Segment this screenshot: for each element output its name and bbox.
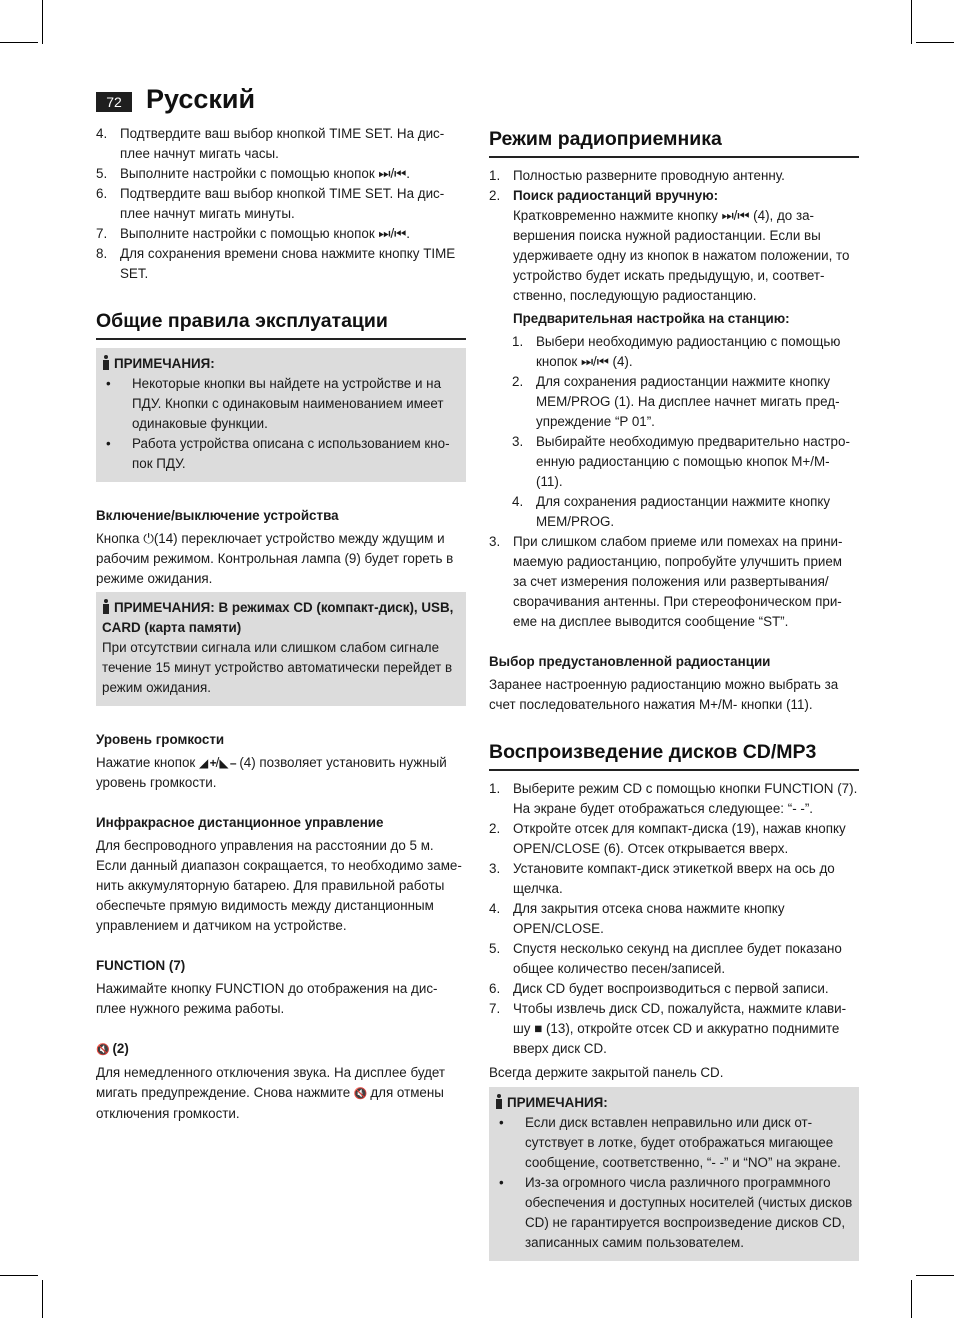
list-item: 4. Для сохранения радиостанции нажмите кнопку MEM/PROG. xyxy=(512,494,831,529)
cd-closing-text: Всегда держите закрытой панель CD. xyxy=(489,1065,724,1080)
list-item: 7. Выполните настройки с помощью кнопок ⏭/⏮. xyxy=(96,226,410,241)
page-number: 72 xyxy=(96,92,132,112)
note-title: ПРИМЕЧАНИЯ: xyxy=(114,356,215,371)
volume-down-icon: ◣ – xyxy=(219,756,236,770)
list-item: 1. Выберите режим CD с помощью кнопки FUNCTION (7). На экране будет отображаться следующее: “- -”. xyxy=(489,781,858,816)
power-icon: ⏻ xyxy=(143,531,154,546)
list-item: 2. Откройте отсек для компакт-диска (19), нажав кнопку OPEN/CLOSE (6). Отсек открывается вверх. xyxy=(489,821,846,856)
time-set-steps xyxy=(96,124,466,284)
crop-mark xyxy=(916,42,954,43)
list-item: • Работа устройства описана с использованием кно-пок ПДУ. xyxy=(102,434,460,474)
mute-icon: 🔇 xyxy=(96,1044,109,1056)
list-item: 3. Выбирайте необходимую предварительно настро-енную радиостанцию с помощью кнопок M+/M- (11). xyxy=(512,434,850,489)
subheading-ir: Инфракрасное дистанционное управление xyxy=(96,815,384,830)
list-item: 4. Подтвердите ваш выбор кнопкой TIME SET. На дис-плее начнут мигать часы. xyxy=(96,126,445,161)
list-item: 5. Выполните настройки с помощью кнопок ⏭/⏮. xyxy=(96,166,410,181)
crop-mark xyxy=(0,42,38,43)
crop-mark xyxy=(0,1275,38,1276)
info-icon xyxy=(102,599,110,614)
list-item: 5. Спустя несколько секунд на дисплее будет показано общее количество песен/записей. xyxy=(489,941,842,976)
list-item: 4. Для закрытия отсека снова нажмите кнопку OPEN/CLOSE. xyxy=(489,901,785,936)
preset-steps xyxy=(512,332,859,532)
list-item: 2. Для сохранения радиостанции нажмите кнопку MEM/PROG (1). На дисплее начнет мигать пред-упреждение “P 01”. xyxy=(512,374,840,429)
list-item: • Из-за огромного числа различного программного обеспечения и доступных носителей (чистых дисков CD) не гарантируется воспроизведение дисков CD, записанных самим пользователем. xyxy=(495,1173,853,1253)
left-column xyxy=(96,124,466,1124)
volume-text: Нажатие кнопок ◢ +/◣ – (4) позволяет установить нужный уровень громкости. xyxy=(96,755,447,790)
radio-steps-cont xyxy=(489,532,859,632)
list-item: 1. Выбери необходимую радиостанцию с помощью кнопок ⏭/⏮ (4). xyxy=(512,334,841,369)
section-heading-general: Общие правила эксплуатации xyxy=(96,308,466,340)
note-box xyxy=(489,1087,859,1261)
list-item: 3. При слишком слабом приеме или помехах на прини-маемую радиостанцию, попробуйте улучшить прием за счет измерения положения или развертывания/сворачивания антенны. При стереофоническом при-еме на дисплее выводится сообщение “ST”. xyxy=(489,534,843,629)
list-item: 3. Установите компакт-диск этикеткой вверх на ось до щелчка. xyxy=(489,861,835,896)
crop-mark xyxy=(42,1280,43,1318)
subheading-mute: 🔇 (2) xyxy=(96,1041,129,1056)
subheading-power: Включение/выключение устройства xyxy=(96,508,339,523)
section-heading-cd: Воспроизведение дисков CD/MP3 xyxy=(489,739,859,771)
preset-select-text: Заранее настроенную радиостанцию можно выбрать за счет последовательного нажатия M+/M- кнопки (11). xyxy=(489,677,839,712)
volume-up-icon: ◢ + xyxy=(199,756,216,770)
note-box xyxy=(96,592,466,706)
list-item: • Если диск вставлен неправильно или диск от-сутствует в лотке, будет отображаться мигающее сообщение, соответственно, “- -” и “NO” на экране. xyxy=(495,1113,853,1173)
mute-text: Для немедленного отключения звука. На дисплее будет мигать предупреждение. Снова нажмите 🔇 для отмены отключения громкости. xyxy=(96,1065,446,1121)
function-text: Нажимайте кнопку FUNCTION до отображения на дис-плее нужного режима работы. xyxy=(96,981,438,1016)
list-item: 2. Поиск радиостанций вручную: Кратковременно нажмите кнопку ⏭/⏮ (4), до за-вершения поиска нужной радиостанции. Если вы удерживаете одну из кнопок в нажатом положении, то устройство будет искать предыдущую, и, соответ-ственно, последующую радиостанцию. Предварительная настройка на станцию: xyxy=(489,186,859,332)
note-title: ПРИМЕЧАНИЯ: В режимах CD (компакт-диск), USB, CARD (карта памяти) xyxy=(102,600,454,635)
note-text: При отсутствии сигнала или слишком слабом сигнале течение 15 минут устройство автоматически перейдет в режим ожидания. xyxy=(102,640,453,695)
crop-mark xyxy=(42,0,43,44)
right-column xyxy=(489,126,859,1261)
subheading-volume: Уровень громкости xyxy=(96,732,225,747)
list-item: 7. Чтобы извлечь диск CD, пожалуйста, нажмите клави-шу ■ (13), откройте отсек CD и аккуратно поднимите вверх диск CD. xyxy=(489,1001,847,1056)
radio-steps xyxy=(489,166,859,332)
preset-subheading: Предварительная настройка на станцию: xyxy=(513,311,790,326)
subheading-function: FUNCTION (7) xyxy=(96,958,186,973)
info-icon xyxy=(102,355,110,370)
crop-mark xyxy=(911,0,912,44)
note-box xyxy=(96,348,466,482)
crop-mark xyxy=(916,1275,954,1276)
page-title: Русский xyxy=(146,84,256,114)
crop-mark xyxy=(911,1280,912,1318)
subheading-preset-select: Выбор предустановленной радиостанции xyxy=(489,654,771,669)
list-item: 6. Подтвердите ваш выбор кнопкой TIME SET. На дис-плее начнут мигать минуты. xyxy=(96,186,445,221)
mute-icon: 🔇 xyxy=(353,1088,367,1100)
list-item: • Некоторые кнопки вы найдете на устройстве и на ПДУ. Кнопки с одинаковым наименованием имеет одинаковые функции. xyxy=(102,374,460,434)
list-item: 6. Диск CD будет воспроизводиться с первой записи. xyxy=(489,981,829,996)
list-item: 8. Для сохранения времени снова нажмите кнопку TIME SET. xyxy=(96,246,456,281)
info-icon xyxy=(495,1094,503,1109)
note-title: ПРИМЕЧАНИЯ: xyxy=(507,1095,608,1110)
power-text: Кнопка ⏻(14) переключает устройство между ждущим и рабочим режимом. Контрольная лампа (9) будет гореть в режиме ожидания. xyxy=(96,531,454,586)
ir-text: Для беспроводного управления на расстоянии до 5 м. Если данный диапазон сокращается, то необходимо заме-нить аккумуляторную батарею. Для правильной работы обеспечьте прямую видимость между дистанционным управлением и датчиком на устройстве. xyxy=(96,838,462,933)
section-heading-radio: Режим радиоприемника xyxy=(489,126,859,158)
list-item: 1. Полностью разверните проводную антенну. xyxy=(489,168,785,183)
cd-steps xyxy=(489,779,859,1059)
